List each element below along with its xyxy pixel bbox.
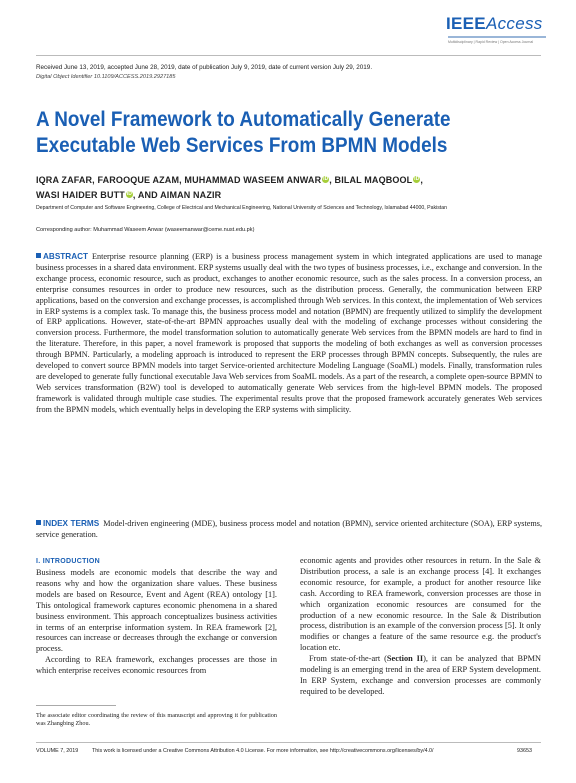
left-column: [36, 568, 277, 677]
journal-logo-text: [446, 14, 546, 34]
abstract: [36, 252, 542, 416]
paragraph: [300, 654, 541, 698]
author-name: BILAL MAQBOOL: [334, 175, 413, 185]
orcid-icon[interactable]: iD: [323, 176, 329, 182]
header-divider: [36, 55, 541, 56]
orcid-icon[interactable]: iD: [126, 191, 133, 197]
paragraph: Business models are economic models that describe the way and reasons why and how the organization share values. These business models are based on Resource, Event and Agent (REA) ontology [1]. This ontological framework captures economic phenomena in a shared business environment. This approach conceptualizes business activities in terms of an enterprise information system. In REA framework [2], resources can increase or decreases through the exchange or conversion process.: [36, 568, 277, 654]
paper-title: A Novel Framework to Automatically Generate Executable Web Services From BPMN Models: [36, 108, 451, 157]
section-heading: I. INTRODUCTION: [36, 558, 100, 565]
abstract-text: Enterprise resource planning (ERP) is a business process management system in which integrated applications are used to manage business processes in a shared data environment. ERP systems usually deal with the two types of business processes, i.e., exchange and conversion. In the exchange process, economic resource, such as product, exchanges to another economic resource, such as the sales process. In a conversion process, an enterprise consumes resources in order to produce new resources, such as the distribution process. Generally, the communication between ERP applications, based on the conversion and exchange processes, is accomplished through Web services. In this context, the implementation of Web services in ERP systems is a complex task. To manage this, the business process model and notation (BPMN) are frequently utilized to simplify the development of ERP applications. However, state-of-the-art BPMN approaches usually deal with the modeling of exchange processes without considering the conversion process. Furthermore, the model transformation solution to automatically generate Web services from the BPMN models are hard to find in the literature. Therefore, in this paper, a novel framework is proposed that supports the modeling of both exchanges as well as conversion processes through BPMN. Particularly, a modeling approach is introduced to represent the ERP processes through BPMN concepts. Subsequently, the rules are developed to convert source BPMN models into target Service-oriented architecture Modeling Language (SoaML) models. Finally, transformation rules are developed to generate fully functional executable Java Web services from SoaML models. As a part of the research, a complete open-source BPMN to Web services transformation (B2W) tool is developed to automatically generate Web services from the high-level BPMN models. The proposed framework is validated through multiple case studies. The experimental results prove that the proposed framework accurately generates Web services from the BPMN models, which eventually helps in developing the ERP systems with simplicity.: [36, 252, 542, 414]
footer-volume: VOLUME 7, 2019: [36, 748, 79, 754]
footer-divider: [36, 742, 541, 743]
doi[interactable]: Digital Object Identifier 10.1109/ACCESS.2019.2927185: [36, 74, 176, 80]
publication-dates: Received June 13, 2019, accepted June 28, 2019, date of publication July 9, 2019, date of current version July 29, 2019.: [36, 64, 373, 71]
author-list: IQRA ZAFAR, FAROOQUE AZAM, MUHAMMAD WASEEM ANWAR iD, BILAL MAQBOOL iD, WASI HAIDER BUTT iD, AND AIMAN NAZIR: [36, 175, 423, 200]
author-name: AND AIMAN NAZIR: [137, 190, 222, 200]
affiliation: Department of Computer and Software Engineering, College of Electrical and Mechanical Engineering, National University of Sciences and Technology, Islamabad 44000, Pakistan: [36, 205, 448, 211]
logo-underline: [448, 36, 546, 38]
author-name: WASI HAIDER BUTT: [36, 190, 125, 200]
logo-main: IEEE: [446, 14, 486, 33]
right-column: [300, 556, 541, 698]
section-marker-icon: [36, 520, 41, 525]
paragraph-text: From state-of-the-art (: [309, 654, 387, 664]
section-marker-icon: [36, 253, 41, 258]
author-name: FAROOQUE AZAM: [97, 175, 180, 185]
journal-logo: [446, 14, 546, 44]
footer-license: This work is licensed under a Creative Commons Attribution 4.0 License. For more information, see http://creativecommons.org/licenses/by/4.0/: [92, 748, 434, 754]
logo-tagline: Multidisciplinary | Rapid Review | Open Access Journal: [448, 40, 534, 44]
orcid-icon[interactable]: iD: [414, 176, 420, 182]
paragraph: According to REA framework, exchanges processes are those in which enterprise receives economic resources from: [36, 655, 277, 676]
section-reference[interactable]: Section II: [386, 654, 424, 664]
abstract-heading: ABSTRACT: [43, 252, 89, 261]
index-terms-text: Model-driven engineering (MDE), business process model and notation (BPMN), service oriented architecture (SOA), ERP systems, service generation.: [36, 519, 542, 539]
paragraph: economic agents and provides other resources in return. In the Sale & Distribution process, a sale is an exchange process [4]. It exchanges economic resource, for example, a product for another resource like cash. According to REA framework, conversion processes are those in which organization economic resources are consumed for the production of a new economic resource. In the Sale & Distribution process, distribution is an example of the conversion process [5]. It only modifies or changes a feature of the same resource e.g. the product's location etc.: [300, 556, 541, 653]
author-name: IQRA ZAFAR: [36, 175, 93, 185]
author-name: MUHAMMAD WASEEM ANWAR: [184, 175, 322, 185]
footnote: The associate editor coordinating the review of this manuscript and approving it for publication was Zhangbing Zhou.: [36, 712, 277, 727]
index-terms-heading: INDEX TERMS: [43, 519, 100, 528]
paragraph-text: ), it can be analyzed that BPMN modeling is an emerging trend in the area of ERP System development. In ERP System, exchange and conversion processes are commonly required to be developed.: [300, 654, 542, 696]
page-number: 93653: [517, 748, 532, 754]
footnote-divider: [36, 705, 116, 706]
corresponding-author: Corresponding author: Muhammad Waseem Anwar (waseemanwar@ceme.nust.edu.pk): [36, 227, 255, 233]
logo-accent: Access: [485, 14, 543, 33]
index-terms: [36, 519, 542, 541]
